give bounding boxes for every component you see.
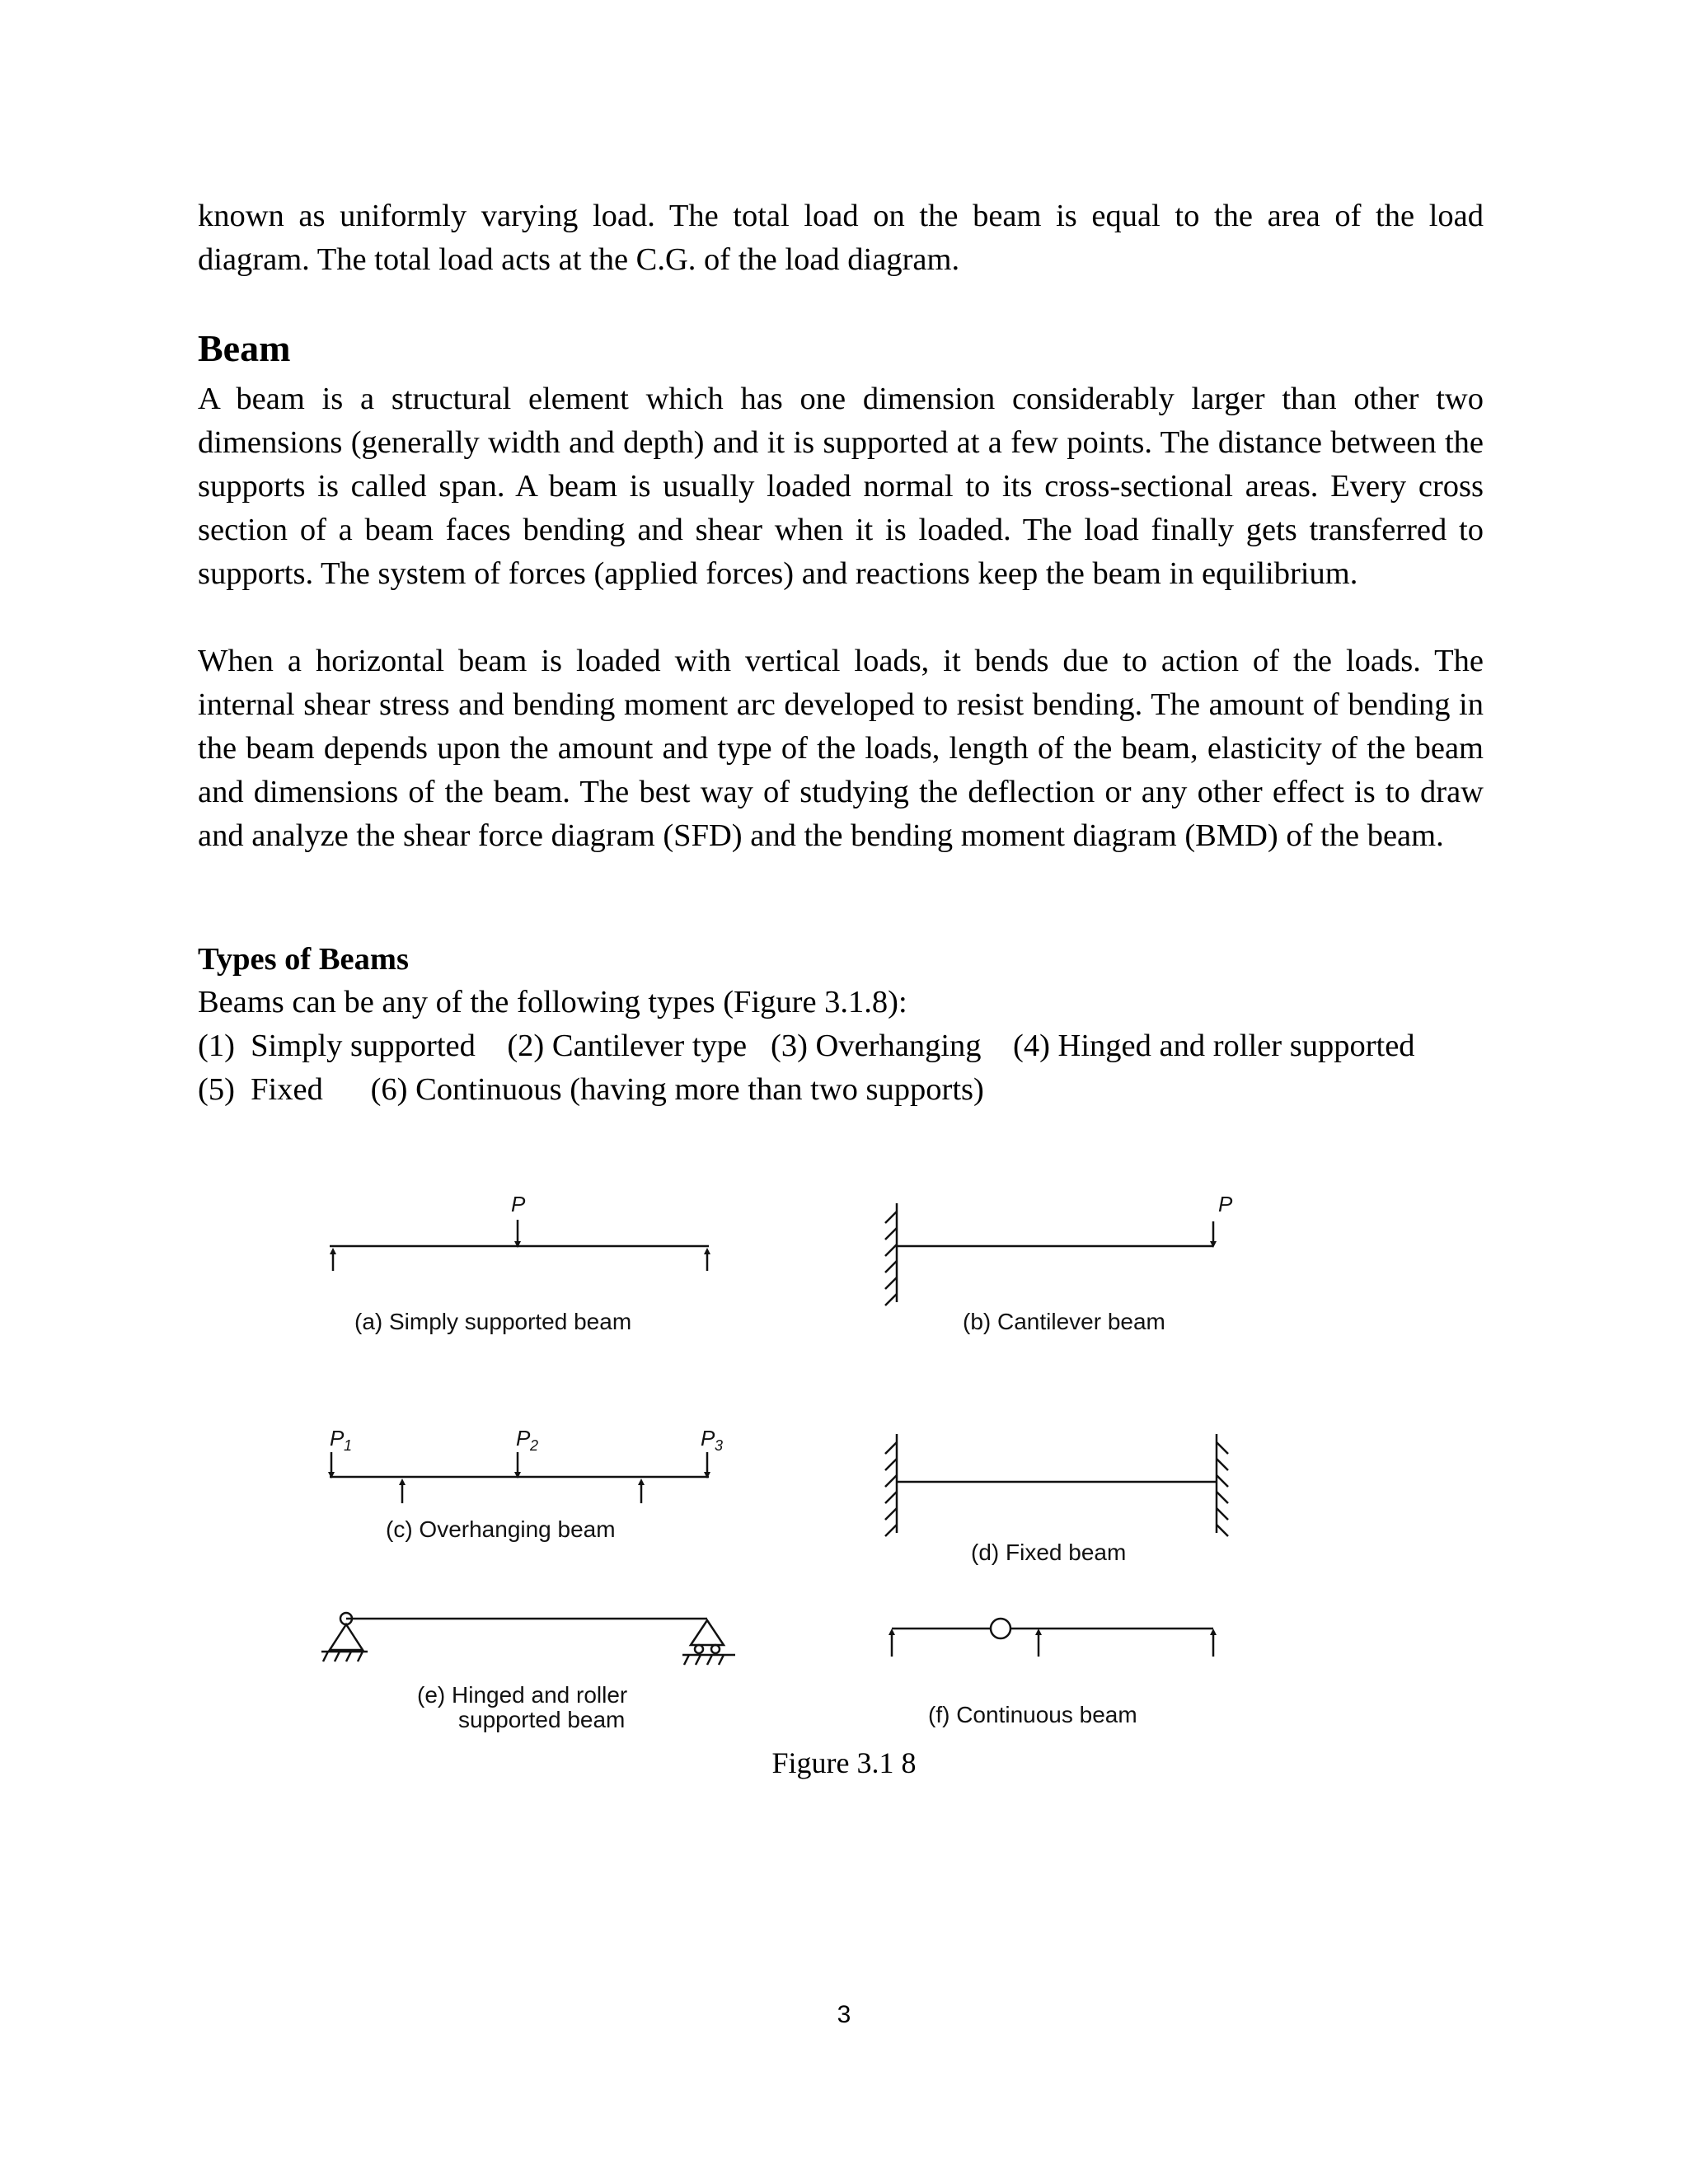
beam-e-hinge-ground — [321, 1652, 368, 1661]
beam-e-roller-1 — [695, 1645, 703, 1653]
continuous-beam-diagram — [892, 1619, 1213, 1657]
intro-paragraph — [198, 194, 1484, 282]
beam-paragraph-1: A beam is a structural element which has one dimension considerably larger than other two dimensions (generally width and depth) and it is supported at a few points. The distance between the supports is called span. A beam is usually loaded normal to its cross-sectional areas. Every cross section of a beam faces bending and shear when it is loaded. The load finally gets transferred to supports. The system of forces (applied forces) and reactions keep the beam in equilibrium. — [198, 382, 1484, 591]
beam-f-hinge — [991, 1619, 1010, 1638]
label-fixed: (d) Fixed beam — [971, 1540, 1127, 1565]
figure-caption: Figure 3.1 8 — [771, 1746, 917, 1779]
types-list-line-1: (1) Simply supported (2) Cantilever type (3) Overhanging (4) Hinged and roller supported — [198, 1029, 1415, 1063]
beam-heading: Beam — [198, 327, 291, 369]
label-overhanging: (c) Overhanging beam — [386, 1516, 616, 1542]
beam-types-diagram — [297, 1170, 1269, 1747]
beam-e-roller-triangle — [691, 1620, 724, 1645]
intro-line-2: diagram. The total load acts at the C.G. of the load diagram. — [198, 242, 960, 277]
hinged-roller-beam-diagram — [321, 1613, 735, 1665]
label-hinged-roller-2: supported beam — [458, 1707, 626, 1732]
fixed-beam-diagram — [885, 1434, 1228, 1536]
beam-e-hinge-triangle — [330, 1624, 363, 1650]
beam-c-load-p2-label: P — [516, 1426, 531, 1451]
beam-b-wall-hatch — [885, 1212, 897, 1305]
beam-e-roller-ground — [682, 1655, 735, 1665]
beam-d-left-hatch — [885, 1442, 897, 1536]
beam-c-load-p3-label: P — [701, 1426, 715, 1451]
beam-c-load-p2-sub: 2 — [530, 1437, 539, 1454]
beam-e-roller-2 — [711, 1645, 720, 1653]
label-cantilever: (b) Cantilever beam — [963, 1309, 1165, 1334]
types-intro: Beams can be any of the following types (Figure 3.1.8): — [198, 985, 907, 1019]
types-of-beams-heading: Types of Beams — [198, 942, 409, 977]
intro-line-1: known as uniformly varying load. The total load on the beam is equal to the area of the load — [198, 199, 1484, 233]
label-continuous: (f) Continuous beam — [928, 1702, 1137, 1727]
beam-b-load-label: P — [1218, 1192, 1233, 1216]
label-hinged-roller-1: (e) Hinged and roller — [417, 1682, 628, 1708]
beam-c-load-p1-sub: 1 — [344, 1437, 353, 1454]
beam-c-load-p3-sub: 3 — [715, 1437, 724, 1454]
page-number: 3 — [837, 2001, 851, 2028]
beam-paragraph-2: When a horizontal beam is loaded with vertical loads, it bends due to action of the loads. The internal shear stress and bending moment arc developed to resist bending. The amount of bending in the beam depends upon the amount and type of the loads, length of the beam, elasticity of the beam and dimensions of the beam. The best way of studying the deflection or any other effect is to draw and analyze the shear force diagram (SFD) and the bending moment diagram (BMD) of the beam. — [198, 644, 1484, 853]
beam-d-right-hatch — [1217, 1442, 1228, 1536]
beam-a-load-label: P — [511, 1192, 526, 1216]
cantilever-beam-diagram — [885, 1203, 1213, 1305]
beam-c-load-p1-label: P — [330, 1426, 345, 1451]
overhanging-beam-diagram — [330, 1452, 709, 1503]
label-simply-supported: (a) Simply supported beam — [354, 1309, 632, 1334]
simply-supported-beam-diagram — [330, 1220, 709, 1271]
beam-types-figure — [297, 1170, 1269, 1747]
types-list-line-2: (5) Fixed (6) Continuous (having more than two supports) — [198, 1072, 984, 1107]
